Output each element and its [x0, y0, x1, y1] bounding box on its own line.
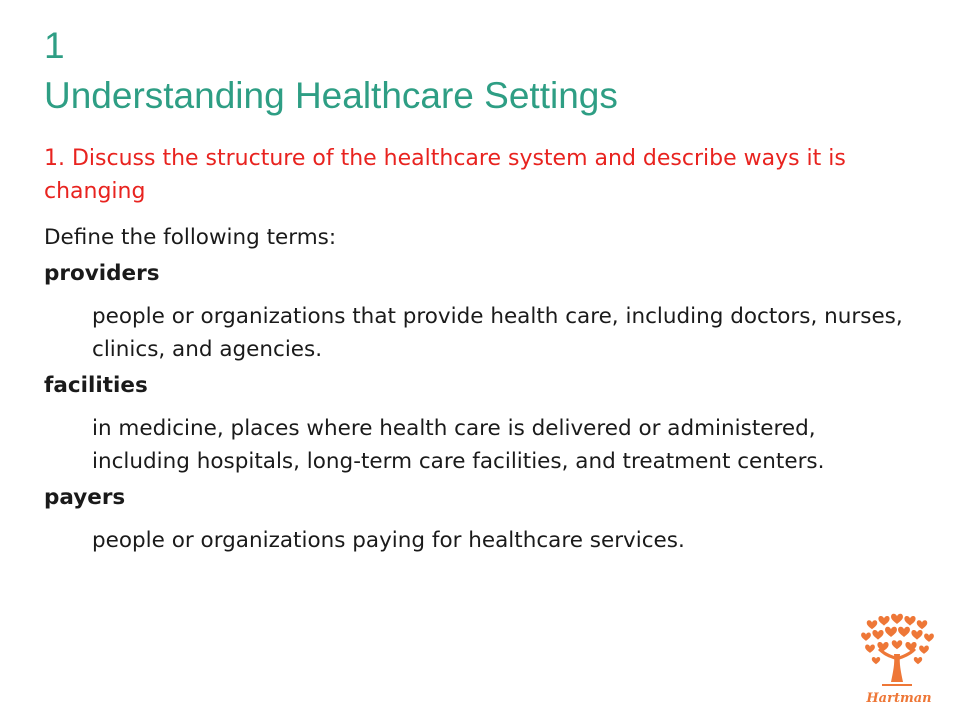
- chapter-title: Understanding Healthcare Settings: [44, 75, 618, 116]
- slide-body: [44, 222, 904, 561]
- definition-payers: people or organizations paying for healthcare services.: [92, 528, 685, 553]
- definition-facilities: in medicine, places where health care is delivered or administered, including hospitals, long-term care facilities, and treatment centers.: [92, 416, 825, 474]
- hartman-logo: [858, 610, 940, 710]
- logo-text: Hartman: [866, 691, 932, 706]
- term-payers: payers: [44, 485, 126, 510]
- intro-text: Define the following terms:: [44, 225, 337, 250]
- definition-providers: people or organizations that provide health care, including doctors, nurses, clinics, and agencies.: [92, 304, 903, 362]
- term-providers: providers: [44, 261, 160, 286]
- chapter-number: 1: [44, 25, 65, 66]
- term-facilities: facilities: [44, 373, 148, 398]
- learning-objective: 1. Discuss the structure of the healthcare system and describe ways it is changing: [44, 146, 846, 204]
